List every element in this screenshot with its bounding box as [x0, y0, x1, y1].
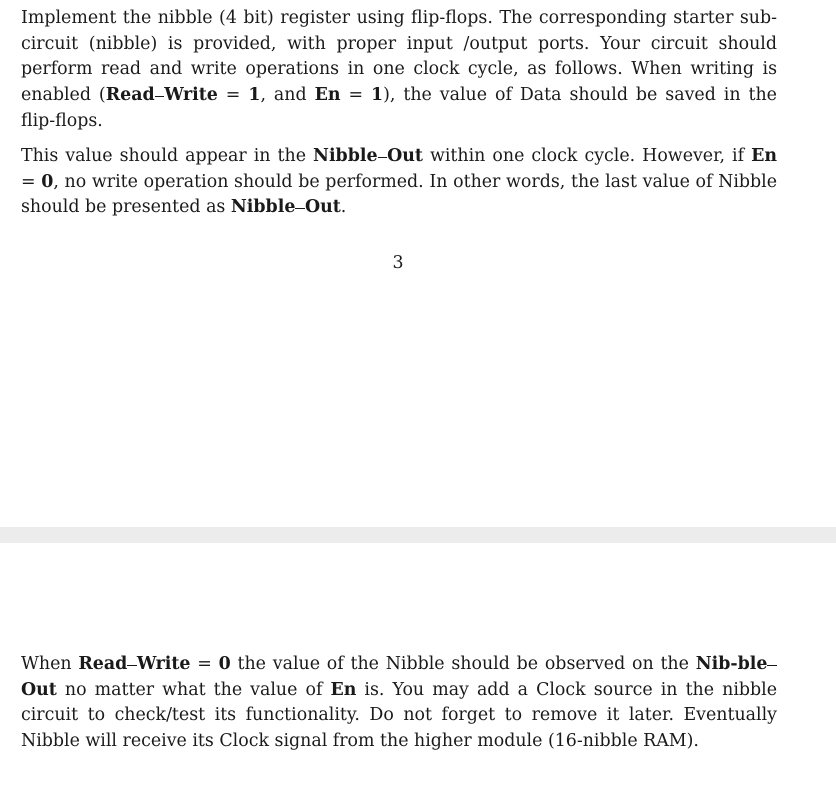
- text-span: =: [340, 85, 371, 106]
- term-read: Read: [105, 85, 155, 106]
- text-span: Implement the nibble (4 bit) register using flip-flops. The corresponding starter sub-circuit (nibble) is provided, with proper input /output ports. Your circuit should perform read and write operations in one clock cycle, as follows. When writing is enabled (: [21, 8, 777, 106]
- text-span: =: [21, 171, 42, 192]
- term-out: Out: [21, 679, 57, 700]
- text-span: no matter what the value of: [56, 679, 331, 700]
- term-nibble: Nibble: [313, 146, 378, 166]
- underscore-mark: [127, 665, 137, 666]
- text-span: the value of the Nibble should be observed on the: [230, 654, 696, 674]
- paragraph-nibble-out: [21, 144, 777, 221]
- page-number: 3: [392, 253, 404, 273]
- text-span: ), the value of Data should be saved in the flip-flops.: [21, 85, 777, 131]
- term-write: Write: [164, 85, 218, 106]
- value-one: 1: [248, 85, 261, 106]
- page-break-gap: [0, 527, 836, 543]
- term-out: Out: [304, 197, 341, 218]
- term-write: Write: [136, 654, 191, 674]
- text-span: is. You may add a Clock source in the nibble circuit to check/test its functionality. Do not forget to remove it later. Eventually Nibble will receive its Clock signal from the higher module (16-nibble RAM).: [21, 679, 777, 752]
- underscore-mark: [378, 157, 388, 158]
- text-span: When: [21, 654, 79, 674]
- text-span: within one clock cycle. However, if: [422, 146, 752, 166]
- term-nibble: Nib-ble: [695, 654, 768, 674]
- term-en: En: [314, 85, 341, 106]
- paragraph-register-implementation: [21, 6, 777, 135]
- text-span: =: [217, 85, 249, 106]
- value-one: 1: [370, 85, 384, 106]
- value-zero: 0: [41, 171, 54, 192]
- term-nibble: Nibble: [230, 197, 296, 218]
- term-en: En: [330, 679, 357, 700]
- term-en: En: [751, 146, 777, 166]
- term-read: Read: [78, 654, 128, 674]
- term-out: Out: [387, 146, 423, 166]
- underscore-mark: [295, 208, 305, 209]
- text-span: .: [340, 197, 347, 218]
- underscore-mark: [155, 96, 165, 97]
- paragraph-read-mode: [21, 652, 777, 755]
- text-span: , and: [260, 85, 315, 106]
- value-zero: 0: [218, 654, 231, 674]
- text-span: , no write operation should be performed. In other words, the last value of Nibble should be presented as: [21, 171, 778, 218]
- text-span: This value should appear in the: [21, 146, 314, 166]
- underscore-mark: [767, 665, 777, 666]
- text-span: =: [190, 654, 219, 674]
